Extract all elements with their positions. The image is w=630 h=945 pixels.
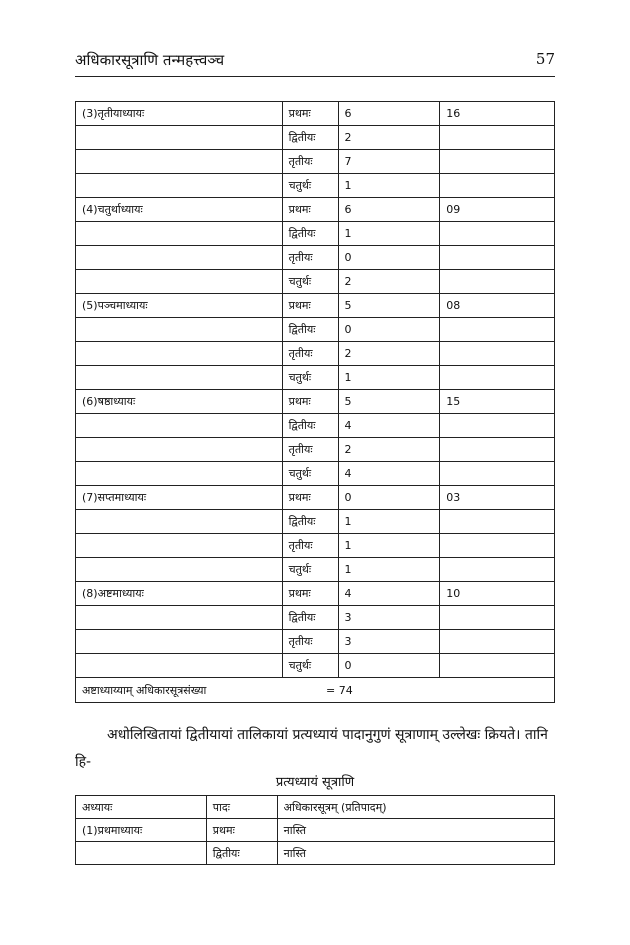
- count-cell: 1: [338, 222, 440, 246]
- column-header: अध्यायः: [76, 796, 207, 819]
- chapter-total-cell: 09: [440, 198, 555, 222]
- page-number: 57: [535, 50, 555, 68]
- chapter-cell: [76, 510, 283, 534]
- chapter-cell: [76, 630, 283, 654]
- pada-cell: चतुर्थः: [282, 558, 338, 582]
- pada-cell: द्वितीयः: [282, 606, 338, 630]
- running-title: अधिकारसूत्राणि तन्महत्त्वञ्च: [75, 51, 225, 69]
- pada-cell: द्वितीयः: [206, 842, 277, 865]
- chapter-total-cell: [440, 558, 555, 582]
- chapter-cell: [76, 654, 283, 678]
- pada-cell: तृतीयः: [282, 534, 338, 558]
- chapter-total-cell: [440, 462, 555, 486]
- table-row: [76, 630, 555, 654]
- count-cell: 4: [338, 462, 440, 486]
- pada-cell: तृतीयः: [282, 246, 338, 270]
- count-cell: 4: [338, 414, 440, 438]
- table-caption: प्रत्यध्यायं सूत्राणि: [275, 775, 355, 790]
- pada-cell: तृतीयः: [282, 342, 338, 366]
- chapter-cell: [76, 246, 283, 270]
- pada-cell: चतुर्थः: [282, 174, 338, 198]
- count-cell: 2: [338, 342, 440, 366]
- count-cell: 0: [338, 246, 440, 270]
- chapter-total-cell: 15: [440, 390, 555, 414]
- chapter-total-cell: 08: [440, 294, 555, 318]
- pada-cell: प्रथमः: [282, 102, 338, 126]
- chapter-cell: [76, 842, 207, 865]
- count-cell: 6: [338, 198, 440, 222]
- column-header: अधिकारसूत्रम् (प्रतिपादम्): [277, 796, 554, 819]
- table-row: [76, 126, 555, 150]
- chapter-total-cell: [440, 630, 555, 654]
- table-row: [76, 819, 555, 842]
- chapter-cell: [76, 438, 283, 462]
- table-row: [76, 342, 555, 366]
- count-cell: 4: [338, 582, 440, 606]
- body-paragraph: अधोलिखितायां द्वितीयायां तालिकायां प्रत्यध्यायं पादानुगुणं सूत्राणाम् उल्लेखः क्रियते। तानि हि-: [75, 727, 548, 770]
- chapter-cell: [76, 366, 283, 390]
- chapter-cell: [76, 318, 283, 342]
- chapter-total-cell: [440, 606, 555, 630]
- table-row: [76, 534, 555, 558]
- count-cell: 0: [338, 654, 440, 678]
- chapter-total-cell: 10: [440, 582, 555, 606]
- chapter-cell: (8)अष्टमाध्यायः: [76, 582, 283, 606]
- chapter-cell: (1)प्रथमाध्यायः: [76, 819, 207, 842]
- count-cell: 1: [338, 366, 440, 390]
- count-cell: 3: [338, 606, 440, 630]
- chapter-cell: (6)षष्ठाध्यायः: [76, 390, 283, 414]
- count-cell: 7: [338, 150, 440, 174]
- table-row: [76, 318, 555, 342]
- running-header: [75, 46, 555, 77]
- pada-cell: तृतीयः: [282, 150, 338, 174]
- chapter-total-cell: 03: [440, 486, 555, 510]
- table-row: [76, 270, 555, 294]
- count-cell: 1: [338, 558, 440, 582]
- table-row: [76, 222, 555, 246]
- count-cell: 1: [338, 534, 440, 558]
- pada-cell: चतुर्थः: [282, 462, 338, 486]
- total-cell: [76, 678, 555, 703]
- pada-cell: द्वितीयः: [282, 222, 338, 246]
- table-row: [76, 654, 555, 678]
- pada-cell: प्रथमः: [282, 390, 338, 414]
- chapter-total-cell: [440, 222, 555, 246]
- table-row: [76, 198, 555, 222]
- table-row: [76, 174, 555, 198]
- pada-cell: चतुर्थः: [282, 654, 338, 678]
- table-row: [76, 558, 555, 582]
- pada-cell: प्रथमः: [282, 486, 338, 510]
- chapter-cell: [76, 126, 283, 150]
- chapter-cell: [76, 342, 283, 366]
- chapter-cell: [76, 270, 283, 294]
- pada-cell: तृतीयः: [282, 630, 338, 654]
- chapter-total-cell: [440, 342, 555, 366]
- count-cell: 1: [338, 510, 440, 534]
- pada-cell: द्वितीयः: [282, 126, 338, 150]
- column-header: पादः: [206, 796, 277, 819]
- pada-cell: चतुर्थः: [282, 270, 338, 294]
- chapter-cell: (7)सप्तमाध्यायः: [76, 486, 283, 510]
- chapter-total-cell: [440, 270, 555, 294]
- chapter-cell: [76, 462, 283, 486]
- table-row: [76, 462, 555, 486]
- table-row: [76, 246, 555, 270]
- chapter-cell: [76, 558, 283, 582]
- total-value: = 74: [326, 683, 353, 697]
- pada-cell: द्वितीयः: [282, 414, 338, 438]
- chapter-total-cell: [440, 654, 555, 678]
- pada-cell: प्रथमः: [282, 198, 338, 222]
- total-label: अष्टाध्याय्याम् अधिकारसूत्रसंख्या: [82, 683, 207, 697]
- count-cell: 6: [338, 102, 440, 126]
- chapter-cell: [76, 606, 283, 630]
- chapter-total-cell: [440, 318, 555, 342]
- count-cell: 2: [338, 270, 440, 294]
- count-cell: 2: [338, 126, 440, 150]
- table-row: [76, 606, 555, 630]
- count-cell: 3: [338, 630, 440, 654]
- chapter-cell: [76, 150, 283, 174]
- pada-cell: द्वितीयः: [282, 318, 338, 342]
- table-row: [76, 510, 555, 534]
- pada-cell: प्रथमः: [206, 819, 277, 842]
- pada-cell: प्रथमः: [282, 582, 338, 606]
- chapter-cell: [76, 414, 283, 438]
- table-row: [76, 842, 555, 865]
- chapter-cell: (4)चतुर्थाध्यायः: [76, 198, 283, 222]
- chapter-cell: [76, 222, 283, 246]
- table-header-row: [76, 796, 555, 819]
- chapter-total-cell: [440, 126, 555, 150]
- chapter-cell: [76, 174, 283, 198]
- count-cell: 2: [338, 438, 440, 462]
- chapter-total-cell: [440, 150, 555, 174]
- chapter-total-cell: [440, 366, 555, 390]
- pada-cell: द्वितीयः: [282, 510, 338, 534]
- chapter-cell: [76, 534, 283, 558]
- table-row: [76, 102, 555, 126]
- chapter-total-cell: [440, 174, 555, 198]
- pada-cell: प्रथमः: [282, 294, 338, 318]
- adhikara-sutra-count-table: [75, 101, 555, 703]
- count-cell: 0: [338, 486, 440, 510]
- chapter-total-cell: [440, 414, 555, 438]
- table-row: [76, 294, 555, 318]
- chapter-total-cell: [440, 246, 555, 270]
- table-row: [76, 366, 555, 390]
- sutras-per-chapter-table: [75, 795, 555, 865]
- table-row: [76, 390, 555, 414]
- count-cell: 0: [338, 318, 440, 342]
- adhikara-sutra-cell: नास्ति: [277, 819, 554, 842]
- count-cell: 1: [338, 174, 440, 198]
- table-row: [76, 438, 555, 462]
- table-row: [76, 414, 555, 438]
- chapter-cell: (5)पञ्चमाध्यायः: [76, 294, 283, 318]
- pada-cell: चतुर्थः: [282, 366, 338, 390]
- chapter-total-cell: [440, 534, 555, 558]
- table-row: [76, 582, 555, 606]
- pada-cell: तृतीयः: [282, 438, 338, 462]
- chapter-total-cell: 16: [440, 102, 555, 126]
- table-row: [76, 150, 555, 174]
- table-row: [76, 486, 555, 510]
- adhikara-sutra-cell: नास्ति: [277, 842, 554, 865]
- count-cell: 5: [338, 294, 440, 318]
- count-cell: 5: [338, 390, 440, 414]
- chapter-total-cell: [440, 510, 555, 534]
- chapter-cell: (3)तृतीयाध्यायः: [76, 102, 283, 126]
- total-row: [76, 678, 555, 703]
- chapter-total-cell: [440, 438, 555, 462]
